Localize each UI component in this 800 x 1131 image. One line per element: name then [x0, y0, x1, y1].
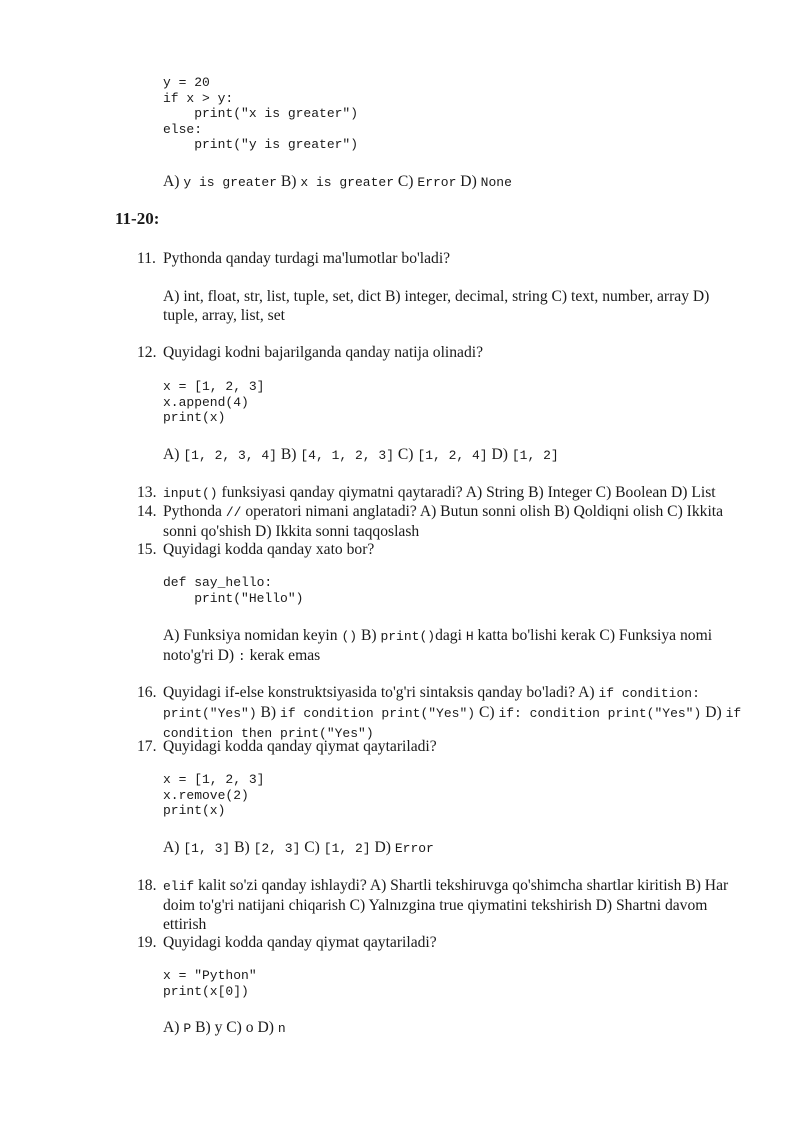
question-number: 13. [137, 484, 157, 501]
code-block-q19: x = "Python" print(x[0]) [163, 968, 257, 999]
answers-q12: A) [1, 2, 3, 4] B) [4, 1, 2, 3] C) [1, 2, 4] D) [1, 2] [163, 446, 559, 463]
question-number: 14. [137, 503, 157, 520]
question-number: 17. [137, 738, 157, 755]
question-number: 19. [137, 934, 157, 951]
answers-q11: A) int, float, str, list, tuple, set, dict B) integer, decimal, string C) text, number, array D) tuple, array, list, set [163, 288, 710, 324]
question-19-text: Quyidagi kodda qanday qiymat qaytariladi? [163, 934, 437, 951]
answers-q19: A) P B) y C) o D) n [163, 1019, 286, 1036]
question-13-text: input() funksiyasi qanday qiymatni qaytaradi? A) String B) Integer C) Boolean D) List [163, 484, 716, 501]
answers-q17: A) [1, 3] B) [2, 3] C) [1, 2] D) Error [163, 839, 434, 856]
question-16-text: Quyidagi if-else konstruktsiyasida to'g'ri sintaksis qanday bo'ladi? A) if condition: print("Yes") B) if condition print("Yes") C) if: condition print("Yes") D) if condition then print("Yes") [163, 684, 742, 741]
question-11-text: Pythonda qanday turdagi ma'lumotlar bo'ladi? [163, 250, 451, 267]
answers-q10: A) y is greater B) x is greater C) Error D) None [163, 173, 512, 190]
code-block-q17: x = [1, 2, 3] x.remove(2) print(x) [163, 772, 265, 818]
question-17-text: Quyidagi kodda qanday qiymat qaytariladi? [163, 738, 437, 755]
section-heading: 11-20: [115, 209, 160, 228]
question-number: 15. [137, 541, 157, 558]
question-number: 18. [137, 877, 157, 894]
question-14-text: Pythonda // operatori nimani anglatadi? A) Butun sonni olish B) Qoldiqni olish C) Ikkita sonni qo'shish D) Ikkita sonni taqqoslash [163, 503, 724, 540]
question-number: 16. [137, 684, 157, 701]
question-12-text: Quyidagi kodni bajarilganda qanday natija olinadi? [163, 344, 484, 361]
code-block-q10: y = 20 if x > y: print("x is greater") else: print("y is greater") [163, 75, 359, 152]
answers-q15: A) Funksiya nomidan keyin () B) print()dagi H katta bo'lishi kerak C) Funksiya nomi noto'g'ri D) : kerak emas [163, 627, 713, 664]
question-15-text: Quyidagi kodda qanday xato bor? [163, 541, 375, 558]
question-number: 12. [137, 344, 157, 361]
code-block-q15: def say_hello: print("Hello") [163, 575, 304, 606]
question-number: 11. [137, 250, 156, 267]
code-block-q12: x = [1, 2, 3] x.append(4) print(x) [163, 379, 265, 425]
question-18-text: elif kalit so'zi qanday ishlaydi? A) Shartli tekshiruvga qo'shimcha shartlar kiritish B) Har doim to'g'ri natijani chiqarish C) Yalnızgina true qiymatini tekshirish D) Shartni davom ettirish [163, 877, 729, 933]
